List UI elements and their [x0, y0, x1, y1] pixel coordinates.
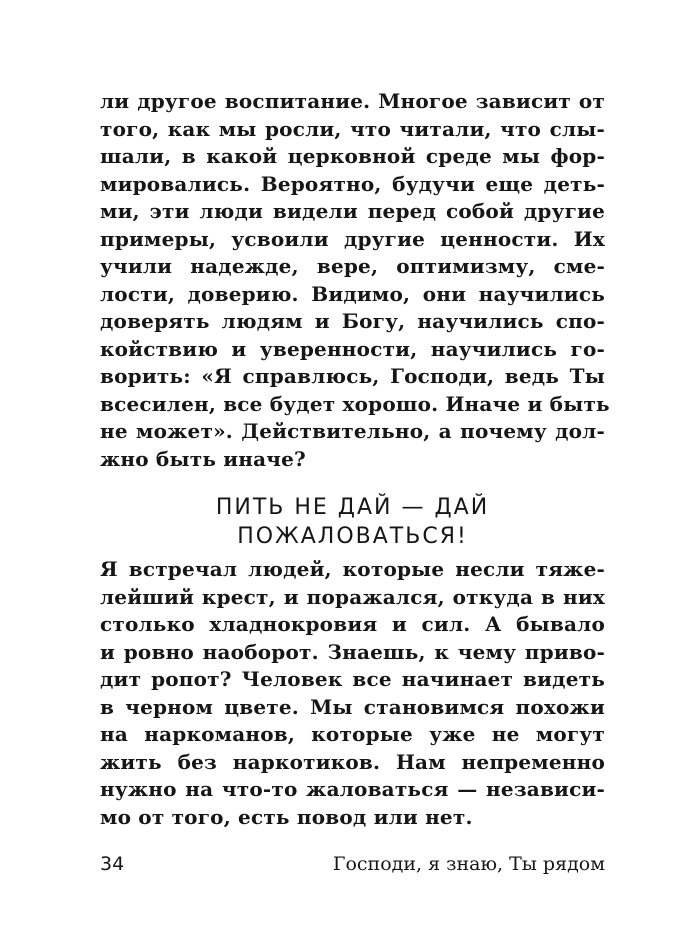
text-line: лости, доверию. Видимо, они научились — [100, 281, 605, 306]
text-line: всесилен, все будет хорошо. Иначе и быть — [100, 391, 610, 416]
text-line: койствию и уверенности, научились го- — [100, 336, 605, 361]
text-line: дит ропот? Человек все начинает видеть — [100, 667, 605, 691]
text-line: Я встречал людей, которые несли тяже- — [100, 557, 605, 581]
heading-line: ПИТЬ НЕ ДАЙ — ДАЙ — [215, 495, 490, 520]
text-line: мо от того, есть повод или нет. — [100, 804, 473, 829]
text-line: нужно на что-то жаловаться — независи- — [100, 777, 605, 801]
text-line: в черном цвете. Мы становимся похожи — [100, 694, 605, 719]
text-line: и ровно наоборот. Знаешь, к чему приво- — [100, 639, 605, 664]
text-line: ли другое воспитание. Многое зависит от — [100, 89, 605, 113]
text-line: того, как мы росли, что читали, что слы- — [100, 116, 605, 141]
text-line: жно быть иначе? — [100, 446, 306, 471]
page-number: 34 — [100, 853, 125, 875]
text-line: примеры, усвоили другие ценности. Их — [100, 226, 605, 251]
text-line: мировались. Вероятно, будучи еще деть- — [100, 171, 605, 196]
text-line: доверять людям и Богу, научились спо- — [100, 309, 605, 333]
section-heading — [100, 493, 605, 551]
text-line: шали, в какой церковной среде мы фор- — [100, 144, 605, 168]
paragraph-continued — [100, 88, 610, 473]
text-line: на наркоманов, которые уже не могут — [100, 722, 605, 746]
paragraph — [100, 556, 605, 831]
heading-line: ПОЖАЛОВАТЬСЯ! — [237, 524, 468, 549]
text-line: жить без наркотиков. Нам непременно — [100, 749, 605, 774]
text-line: ворить: «Я справлюсь, Господи, ведь Ты — [100, 364, 605, 388]
text-line: учили надежде, вере, оптимизму, сме- — [100, 254, 605, 278]
text-line: не может». Действительно, а почему дол- — [100, 419, 605, 443]
running-title: Господи, я знаю, Ты рядом — [332, 853, 605, 875]
text-line: ми, эти люди видели перед собой другие — [100, 199, 605, 223]
text-line: столько хладнокровия и сил. А бывало — [100, 612, 605, 636]
text-line: лейший крест, и поражался, откуда в них — [100, 584, 605, 609]
